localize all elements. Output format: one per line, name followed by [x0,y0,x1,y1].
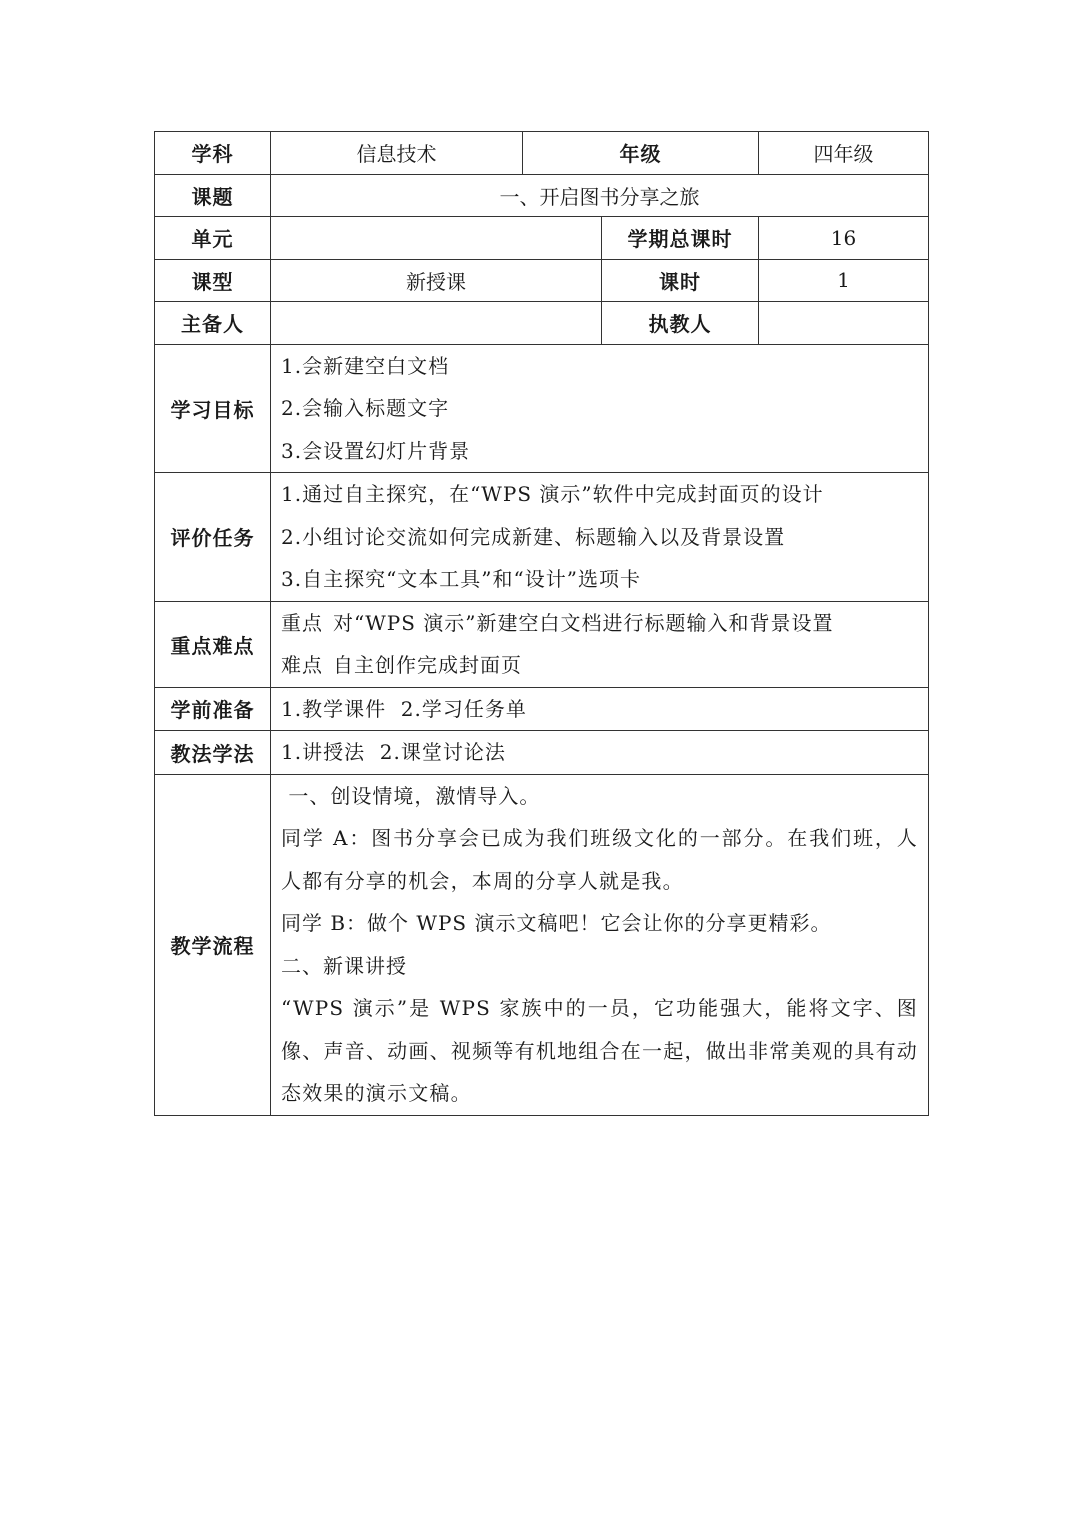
hours-label: 课时 [602,259,759,302]
evaluation-label: 评价任务 [155,473,271,602]
preparer-value [271,302,602,345]
evaluation-item: 2.小组讨论交流如何完成新建、标题输入以及背景设置 [281,524,786,549]
preparation-text: 1.教学课件 2.学习任务单 [281,696,527,721]
difficulty-text: 自主创作完成封面页 [333,653,522,677]
process-section-title: 一、创设情境，激情导入。 [281,783,541,808]
lesson-type-value: 新授课 [271,259,602,302]
evaluation-item: 1.通过自主探究，在“WPS 演示”软件中完成封面页的设计 [281,482,824,506]
total-hours-value: 16 [759,217,929,260]
process-dialogue-a: 同学 A：图书分享会已成为我们班级文化的一部分。在我们班，人人都有分享的机会，本周的分享人就是我。 [281,826,918,893]
objective-item: 2.会输入标题文字 [281,396,450,420]
grade-label: 年级 [523,132,759,175]
subject-label: 学科 [155,132,271,175]
process-dialogue-b: 同学 B：做个 WPS 演示文稿吧！它会让你的分享更精彩。 [281,911,832,935]
process-label: 教学流程 [155,774,271,1115]
process-content [271,774,929,1115]
difficulty-tag: 难点 [281,653,323,677]
topic-row [155,174,929,217]
preparer-label: 主备人 [155,302,271,345]
key-points-content [271,601,929,687]
unit-row [155,217,929,260]
objectives-content [271,344,929,473]
methods-row [155,731,929,775]
methods-text: 1.讲授法 2.课堂讨论法 [281,740,506,764]
topic-label: 课题 [155,174,271,217]
key-point-tag: 重点 [281,610,323,635]
teacher-label: 执教人 [602,302,759,345]
lesson-type-row [155,259,929,302]
total-hours-label: 学期总课时 [602,217,759,260]
hours-value: 1 [759,259,929,302]
objective-item: 3.会设置幻灯片背景 [281,438,471,463]
key-points-row [155,601,929,687]
lesson-type-label: 课型 [155,259,271,302]
key-points-label: 重点难点 [155,601,271,687]
subject-row [155,132,929,175]
teacher-value [759,302,929,345]
topic-value: 一、开启图书分享之旅 [271,174,929,217]
preparer-row [155,302,929,345]
evaluation-row [155,473,929,602]
unit-label: 单元 [155,217,271,260]
key-point-text: 对“WPS 演示”新建空白文档进行标题输入和背景设置 [333,610,834,635]
evaluation-content [271,473,929,602]
evaluation-item: 3.自主探究“文本工具”和“设计”选项卡 [281,567,641,591]
process-intro: “WPS 演示”是 WPS 家族中的一员，它功能强大，能将文字、图像、声音、动画、视频等有机地组合在一起，做出非常美观的具有动态效果的演示文稿。 [281,996,918,1105]
methods-content [271,731,929,775]
preparation-label: 学前准备 [155,687,271,731]
grade-value: 四年级 [759,132,929,175]
key-point-line [281,602,918,645]
methods-label: 教法学法 [155,731,271,775]
objectives-row [155,344,929,473]
objectives-label: 学习目标 [155,344,271,473]
process-section-title: 二、新课讲授 [281,953,407,978]
preparation-row [155,687,929,731]
subject-value: 信息技术 [271,132,523,175]
lesson-plan-table [154,131,929,1116]
process-row [155,774,929,1115]
preparation-content [271,687,929,731]
difficulty-line [281,644,918,687]
objective-item: 1.会新建空白文档 [281,353,450,378]
unit-value [271,217,602,260]
